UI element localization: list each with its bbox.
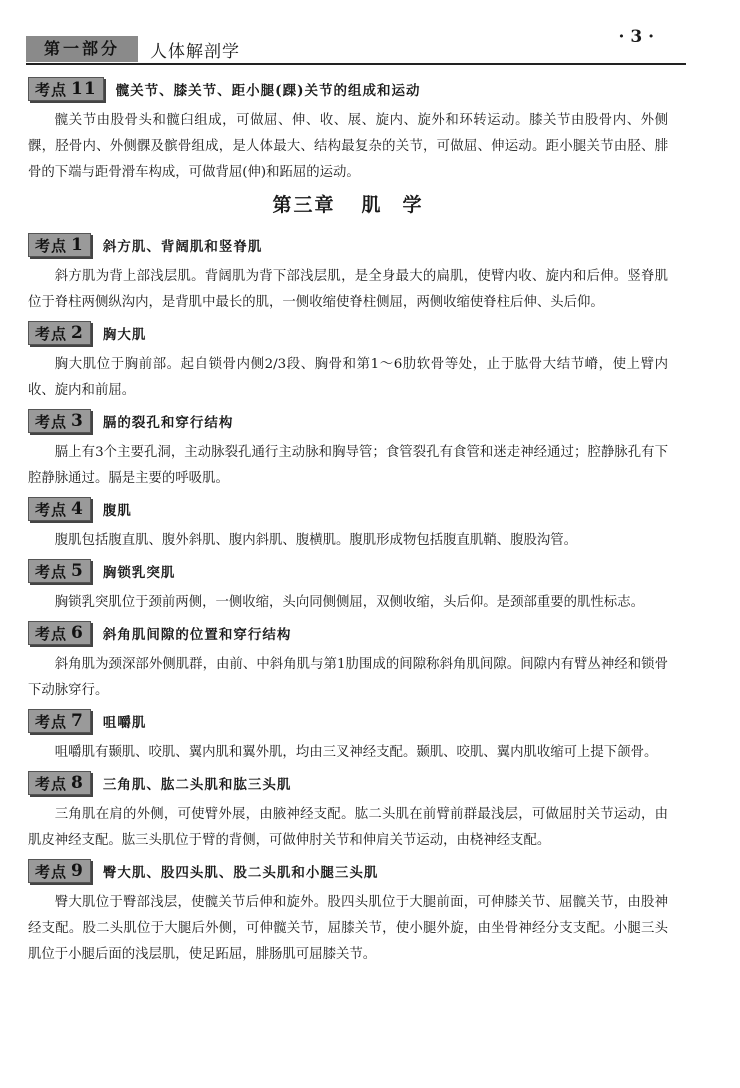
exam-point-heading bbox=[28, 408, 668, 434]
exam-point-title: 胸锁乳突肌 bbox=[102, 565, 176, 581]
subject-title: 人体解剖学 bbox=[150, 42, 240, 62]
chapter-number: 第三章 bbox=[272, 194, 336, 216]
chapter-title-b: 学 bbox=[402, 194, 424, 216]
exam-point-text: 咀嚼肌有颞肌、咬肌、翼内肌和翼外肌，均由三叉神经支配。颞肌、咬肌、翼内肌收缩可上提下颌骨。 bbox=[54, 745, 658, 760]
badge-label: 考点 bbox=[35, 562, 68, 581]
badge-number: 4 bbox=[71, 499, 84, 519]
exam-point-text: 三角肌在肩的外侧，可使臂外展，由腋神经支配。肱二头肌在前臂前群最浅层，可做屈肘关节运动，由肌皮神经支配。肱三头肌位于臂的背侧，可做伸肘关节和伸肩关节运动，由桡神经支配。 bbox=[28, 807, 668, 848]
badge-label: 考点 bbox=[35, 324, 68, 343]
badge-label: 考点 bbox=[35, 412, 68, 431]
page-content bbox=[28, 76, 668, 972]
exam-point-text: 膈上有3个主要孔洞，主动脉裂孔通行主动脉和胸导管；食管裂孔有食管和迷走神经通过；腔静脉孔有下腔静脉通过。膈是主要的呼吸肌。 bbox=[28, 445, 668, 486]
exam-point-title: 臀大肌、股四头肌、股二头肌和小腿三头肌 bbox=[102, 865, 379, 881]
exam-point-text: 斜方肌为背上部浅层肌。背阔肌为背下部浅层肌，是全身最大的扁肌，使臂内收、旋内和后伸。竖脊肌位于脊柱两侧纵沟内，是背肌中最长的肌，一侧收缩使脊柱侧屈，两侧收缩使脊柱后伸、头后仰。 bbox=[28, 269, 668, 310]
exam-point-title: 斜方肌、背阔肌和竖脊肌 bbox=[102, 239, 263, 255]
chapter-heading bbox=[28, 190, 668, 220]
exam-point-section bbox=[28, 708, 668, 766]
exam-point-heading bbox=[28, 620, 668, 646]
exam-point-section bbox=[28, 232, 668, 316]
exam-point-text: 斜角肌为颈深部外侧肌群，由前、中斜角肌与第1肋围成的间隙称斜角肌间隙。间隙内有臂丛神经和锁骨下动脉穿行。 bbox=[28, 657, 668, 698]
exam-point-heading bbox=[28, 76, 668, 102]
exam-point-badge bbox=[28, 709, 91, 733]
exam-point-title: 咀嚼肌 bbox=[102, 715, 147, 731]
exam-point-section bbox=[28, 408, 668, 492]
exam-point-badge bbox=[28, 233, 91, 257]
badge-label: 考点 bbox=[35, 236, 68, 255]
badge-label: 考点 bbox=[35, 500, 68, 519]
exam-point-text: 腹肌包括腹直肌、腹外斜肌、腹内斜肌、腹横肌。腹肌形成物包括腹直肌鞘、腹股沟管。 bbox=[54, 533, 578, 548]
header-divider bbox=[26, 63, 686, 65]
exam-point-title: 髋关节、膝关节、距小腿(踝)关节的组成和运动 bbox=[115, 83, 421, 99]
page-header bbox=[26, 26, 686, 66]
exam-point-title: 胸大肌 bbox=[102, 327, 147, 343]
exam-point-title: 膈的裂孔和穿行结构 bbox=[102, 415, 234, 431]
badge-label: 考点 bbox=[35, 774, 68, 793]
badge-number: 8 bbox=[71, 773, 84, 793]
badge-number: 11 bbox=[71, 79, 97, 99]
exam-point-heading bbox=[28, 858, 668, 884]
badge-label: 考点 bbox=[35, 80, 68, 99]
exam-point-text: 胸锁乳突肌位于颈前两侧，一侧收缩，头向同侧侧屈，双侧收缩，头后仰。是颈部重要的肌性标志。 bbox=[54, 595, 644, 610]
badge-label: 考点 bbox=[35, 862, 68, 881]
exam-point-section bbox=[28, 770, 668, 854]
exam-point-heading bbox=[28, 232, 668, 258]
exam-point-title: 三角肌、肱二头肌和肱三头肌 bbox=[102, 777, 292, 793]
exam-point-section bbox=[28, 496, 668, 554]
exam-point-heading bbox=[28, 708, 668, 734]
badge-number: 3 bbox=[71, 411, 84, 431]
badge-number: 7 bbox=[71, 711, 84, 731]
badge-number: 2 bbox=[71, 323, 84, 343]
exam-point-badge bbox=[28, 497, 91, 521]
exam-point-badge bbox=[28, 559, 91, 583]
page-number: · 3 · bbox=[618, 27, 654, 47]
exam-point-section bbox=[28, 76, 668, 186]
exam-point-section bbox=[28, 620, 668, 704]
exam-point-heading bbox=[28, 770, 668, 796]
exam-point-badge bbox=[28, 77, 104, 101]
exam-point-section bbox=[28, 558, 668, 616]
badge-label: 考点 bbox=[35, 624, 68, 643]
exam-point-heading bbox=[28, 558, 668, 584]
exam-point-section bbox=[28, 858, 668, 968]
exam-point-badge bbox=[28, 409, 91, 433]
exam-point-badge bbox=[28, 321, 91, 345]
exam-point-section bbox=[28, 320, 668, 404]
badge-number: 6 bbox=[71, 623, 84, 643]
exam-point-text: 臀大肌位于臀部浅层，使髋关节后伸和旋外。股四头肌位于大腿前面，可伸膝关节、屈髋关节，由股神经支配。股二头肌位于大腿后外侧，可伸髋关节，屈膝关节，使小腿外旋，由坐骨神经分支支配。小腿三头肌位于小腿后面的浅层肌，使足跖屈，腓肠肌可屈膝关节。 bbox=[28, 895, 668, 962]
part-label: 第一部分 bbox=[26, 36, 138, 62]
exam-point-heading bbox=[28, 496, 668, 522]
badge-label: 考点 bbox=[35, 712, 68, 731]
exam-point-title: 腹肌 bbox=[102, 503, 132, 519]
badge-number: 9 bbox=[71, 861, 84, 881]
exam-point-text: 髋关节由股骨头和髋臼组成，可做屈、伸、收、展、旋内、旋外和环转运动。膝关节由股骨内、外侧髁，胫骨内、外侧髁及髌骨组成，是人体最大、结构最复杂的关节，可做屈、伸运动。距小腿关节由胫、腓骨的下端与距骨滑车构成，可做背屈(伸)和跖屈的运动。 bbox=[28, 113, 668, 180]
exam-point-badge bbox=[28, 621, 91, 645]
chapter-title-a: 肌 bbox=[361, 194, 383, 216]
badge-number: 5 bbox=[71, 561, 84, 581]
badge-number: 1 bbox=[71, 235, 84, 255]
exam-point-heading bbox=[28, 320, 668, 346]
exam-point-text: 胸大肌位于胸前部。起自锁骨内侧2/3段、胸骨和第1～6肋软骨等处，止于肱骨大结节嵴，使上臂内收、旋内和前屈。 bbox=[28, 357, 668, 398]
exam-point-title: 斜角肌间隙的位置和穿行结构 bbox=[102, 627, 292, 643]
exam-point-badge bbox=[28, 771, 91, 795]
exam-point-badge bbox=[28, 859, 91, 883]
